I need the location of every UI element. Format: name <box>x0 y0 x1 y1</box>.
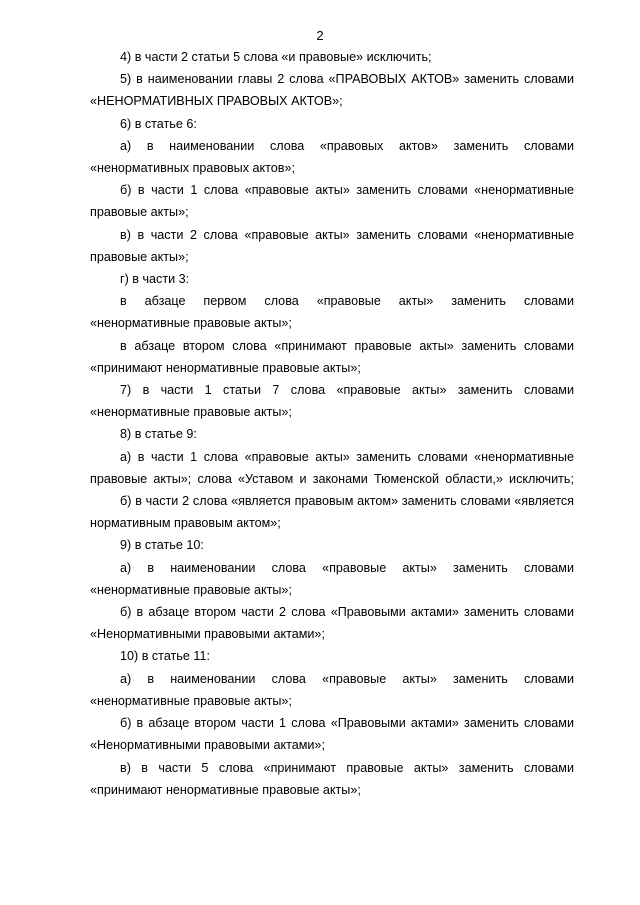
paragraph-item-5: 5) в наименовании главы 2 слова «ПРАВОВЫХ АКТОВ» заменить словами «НЕНОРМАТИВНЫХ ПРАВОВЫХ АКТОВ»; <box>90 72 574 109</box>
paragraph-item-4: 4) в части 2 статьи 5 слова «и правовые» исключить; <box>120 50 432 64</box>
paragraph-item-8a: а) в части 1 слова «правовые акты» заменить словами «ненормативные правовые акты»; слова «Уставом и законами Тюменской области,» исключить; <box>90 449 574 486</box>
paragraph-item-6g-first: в абзаце первом слова «правовые акты» заменить словами «ненормативные правовые акты»; <box>90 294 574 331</box>
paragraph-item-6v: в) в части 2 слова «правовые акты» заменить словами «ненормативные правовые акты»; <box>90 227 574 264</box>
page-number: 2 <box>316 28 324 43</box>
paragraph-item-6g: г) в части 3: <box>120 272 190 287</box>
paragraph-item-6g-second: в абзаце втором слова «принимают правовые акты» заменить словами «принимают ненормативные правовые акты»; <box>90 338 574 375</box>
paragraph-item-8: 8) в статье 9: <box>120 427 197 442</box>
paragraph-item-9: 9) в статье 10: <box>120 538 204 553</box>
paragraph-item-6a: а) в наименовании слова «правовых актов» заменить словами «ненормативных правовых актов»; <box>90 138 574 176</box>
paragraph-item-10b: б) в абзаце втором части 1 слова «Правовыми актами» заменить словами «Ненормативными правовыми актами»; <box>90 716 574 753</box>
paragraph-item-9a: а) в наименовании слова «правовые акты» заменить словами «ненормативные правовые акты»; <box>90 560 574 597</box>
document-body <box>90 46 574 801</box>
paragraph-item-10a: а) в наименовании слова «правовые акты» заменить словами «ненормативные правовые акты»; <box>90 671 574 708</box>
paragraph-item-6b: б) в части 1 слова «правовые акты» заменить словами «ненормативные правовые акты»; <box>90 183 574 220</box>
paragraph-item-10: 10) в статье 11: <box>120 649 210 664</box>
paragraph-item-9b: б) в абзаце втором части 2 слова «Правовыми актами» заменить словами «Ненормативными правовыми актами»; <box>90 605 574 642</box>
paragraph-item-8b: б) в части 2 слова «является правовым актом» заменить словами «является нормативным правовым актом»; <box>90 494 574 531</box>
paragraph-item-6: 6) в статье 6: <box>120 116 197 131</box>
paragraph-item-10v: в) в части 5 слова «принимают правовые акты» заменить словами «принимают ненормативные правовые акты»; <box>90 760 574 797</box>
paragraph-item-7: 7) в части 1 статьи 7 слова «правовые акты» заменить словами «ненормативные правовые акты»; <box>90 383 574 420</box>
